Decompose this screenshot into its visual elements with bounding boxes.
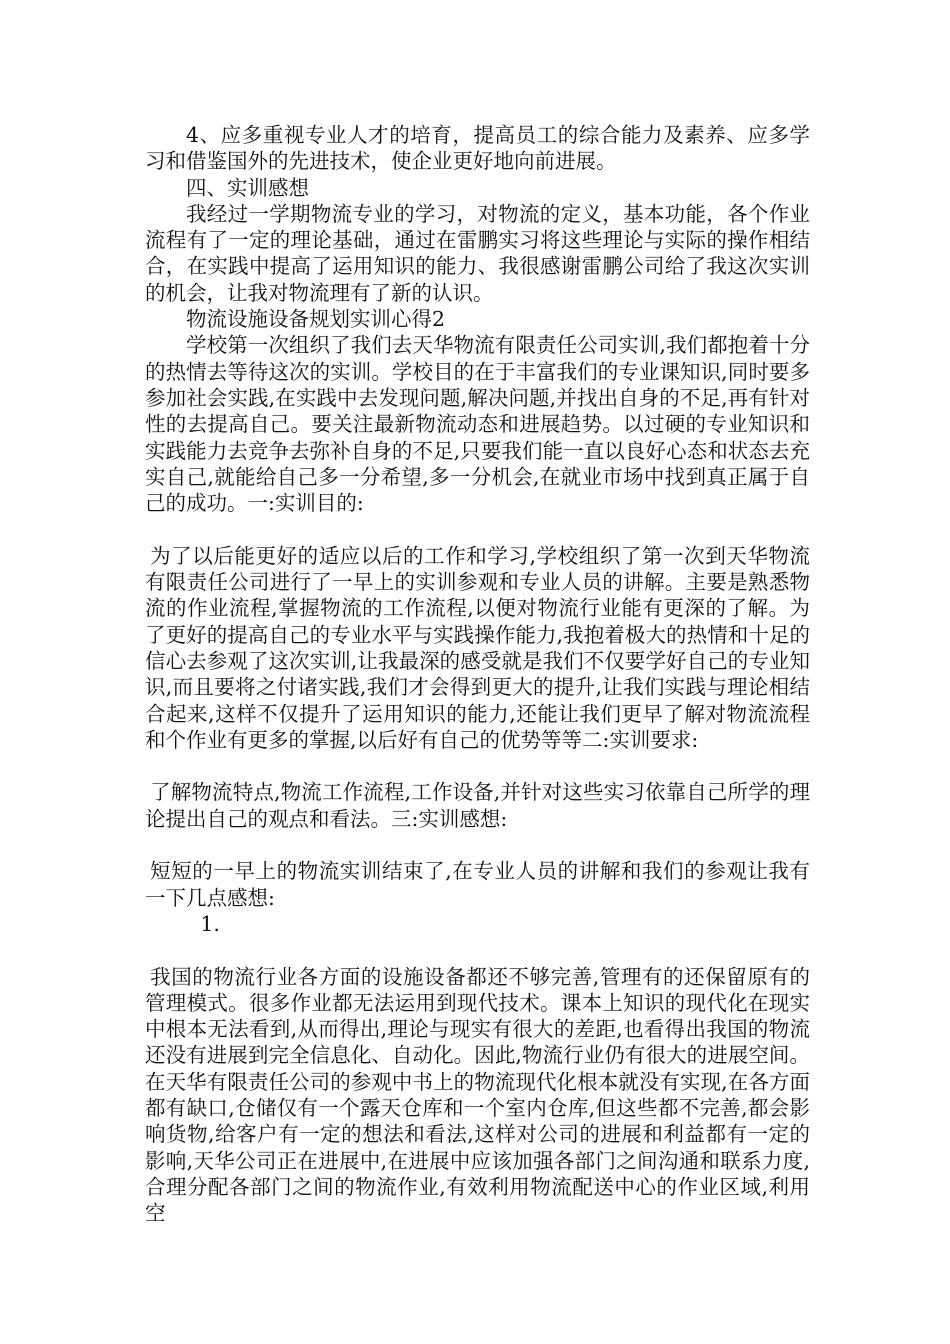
document-body <box>145 122 810 1226</box>
paragraph-intro: 学校第一次组织了我们去天华物流有限责任公司实训,我们都抱着十分的热情去等待这次的实训。学校目的在于丰富我们的专业课知识,同时要多参加社会实践,在实践中去发现问题,解决问题,并找出自身的不足,再有针对性的去提高自己。要关注最新物流动态和进展趋势。以过硬的专业知识和实践能力去竞争去弥补自身的不足,只要我们能一直以良好心态和状态去充实自己,就能给自己多一分希望,多一分机会,在就业市场中找到真正属于自己的成功。一:实训目的: <box>145 333 810 516</box>
paragraph-gap <box>145 937 810 963</box>
article-title-2: 物流设施设备规划实训心得2 <box>186 307 446 332</box>
paragraph-reflection: 我经过一学期物流专业的学习，对物流的定义，基本功能，各个作业流程有了一定的理论基础，通过在雷鹏实习将这些理论与实际的操作相结合，在实践中提高了运用知识的能力、我很感谢雷鹏公司给了我这次实训的机会，让我对物流理有了新的认识。 <box>145 201 810 305</box>
paragraph-suggestion-4: 4、应多重视专业人才的培育，提高员工的综合能力及素养、应多学习和借鉴国外的先进技术，使企业更好地向前进展。 <box>145 123 810 174</box>
paragraph-point-1: 我国的物流行业各方面的设施设备都还不够完善,管理有的还保留原有的管理模式。很多作业都无法运用到现代技术。课本上知识的现代化在现实中根本无法看到,从而得出,理论与现实有很大的差距,也看得出我国的物流还没有进展到完全信息化、自动化。因此,物流行业仍有很大的进展空间。在天华有限责任公司的参观中书上的物流现代化根本就没有实现,在各方面都有缺口,仓储仅有一个露天仓库和一个室内仓库,但这些都不完善,都会影响货物,给客户有一定的想法和看法,这样对公司的进展和利益都有一定的影响,天华公司正在进展中,在进展中应该加强各部门之间沟通和联系力度,合理分配各部门之间的物流作业,有效利用物流配送中心的作业区域,利用空 <box>145 964 810 1226</box>
paragraph-gap <box>145 832 810 858</box>
paragraph-requirements: 了解物流特点,物流工作流程,工作设备,并针对这些实习依靠自己所学的理论提出自己的观点和看法。三:实训感想: <box>145 780 810 831</box>
section-heading-training-reflections: 四、实训感想 <box>186 175 309 200</box>
paragraph-gap <box>145 753 810 779</box>
list-number-1: 1. <box>200 911 220 936</box>
paragraph-purpose: 为了以后能更好的适应以后的工作和学习,学校组织了第一次到天华物流有限责任公司进行了一早上的实训参观和专业人员的讲解。主要是熟悉物流的作业流程,掌握物流的工作流程,以便对物流行业能有更深的了解。为了更好的提高自己的专业水平与实践操作能力,我抱着极大的热情和十足的信心去参观了这次实训,让我最深的感受就是我们不仅要学好自己的专业知识,而且要将之付诸实践,我们才会得到更大的提升,让我们实践与理论相结合起来,这样不仅提升了运用知识的能力,还能让我们更早了解对物流流程和个作业有更多的掌握,以后好有自己的优势等等二:实训要求: <box>145 543 810 752</box>
paragraph-feelings-intro: 短短的一早上的物流实训结束了,在专业人员的讲解和我们的参观让我有一下几点感想: <box>145 859 810 910</box>
paragraph-gap <box>145 516 810 542</box>
